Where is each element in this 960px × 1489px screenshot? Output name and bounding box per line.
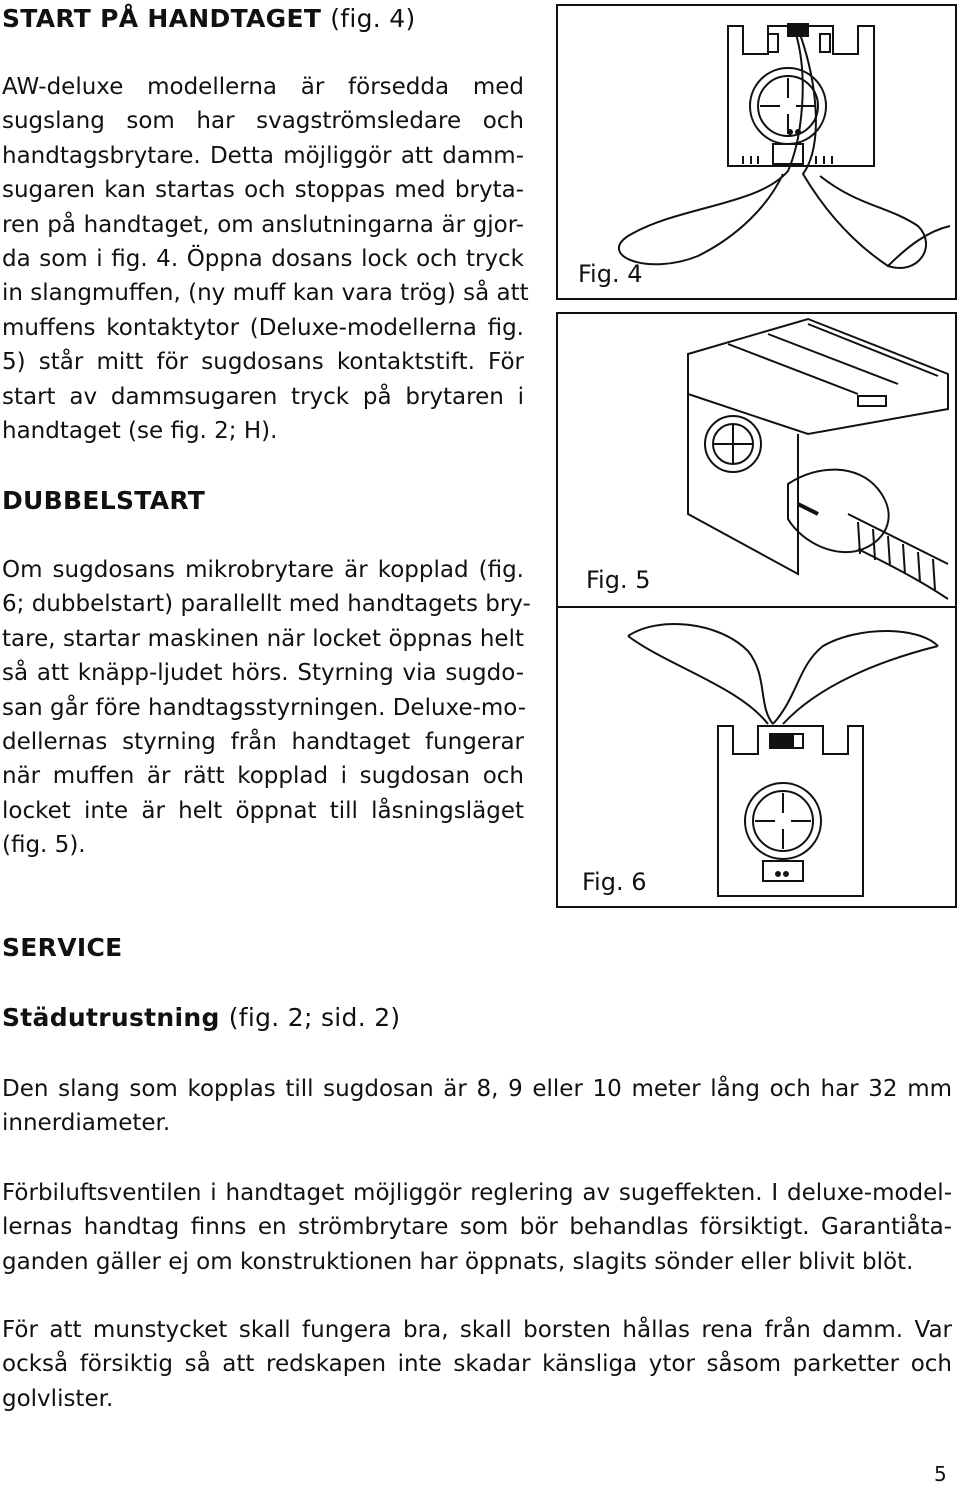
service-subtitle-ref: (fig. 2; sid. 2) — [228, 1003, 401, 1032]
body-line: (fig. 5). — [2, 832, 86, 859]
figure-5-label: Fig. 5 — [586, 566, 651, 594]
section-title-text: START PÅ HANDTAGET — [2, 4, 322, 33]
service-paragraph-2 — [2, 1176, 952, 1279]
microswitch-illustration — [558, 606, 955, 904]
body-line: ren på handtaget, om anslutningarna är gjor- — [2, 211, 524, 238]
figure-5-frame — [556, 312, 957, 608]
body-line: innerdiameter. — [2, 1110, 171, 1137]
figure-6-label: Fig. 6 — [582, 868, 647, 896]
body-line: Den slang som kopplas till sugdosan är 8, 9 eller 10 meter lång och har 32 mm — [2, 1076, 952, 1102]
hose-coupling-illustration — [558, 314, 955, 606]
section-title-ref: (fig. 4) — [330, 4, 416, 33]
section2-body — [2, 553, 531, 863]
body-line: golvlister. — [2, 1385, 114, 1412]
figure-6-frame — [556, 606, 957, 908]
body-line: handtaget (se fig. 2; H). — [2, 418, 278, 445]
service-paragraph-3 — [2, 1313, 952, 1416]
body-line: da som i fig. 4. Öppna dosans lock och tryck — [2, 246, 524, 273]
socket-wiring-illustration — [558, 6, 955, 298]
service-paragraph-1 — [2, 1072, 952, 1141]
body-line: Om sugdosans mikrobrytare är kopplad (fig. — [2, 557, 524, 583]
body-line: san går före handtagsstyrningen. Deluxe-mo- — [2, 694, 527, 721]
body-line: sugslang som har svagströmsledare och — [2, 108, 524, 135]
body-line: För att munstycket skall fungera bra, skall borsten hållas rena från damm. Var — [2, 1317, 952, 1343]
body-line: ganden gäller ej om konstruktionen har öppnats, slagits sönder eller blivit blöt. — [2, 1248, 914, 1275]
body-line: 5) står mitt för sugdosans kontaktstift. För — [2, 349, 524, 376]
body-line: också försiktig så att redskapen inte skadar känsliga ytor såsom parketter och — [2, 1351, 952, 1378]
figure-4-frame — [556, 4, 957, 300]
section-title-service: SERVICE — [2, 933, 123, 962]
body-line: locket inte är helt öppnat till låsningsläget — [2, 797, 524, 824]
section-title-dubbelstart: DUBBELSTART — [2, 486, 206, 515]
body-line: AW-deluxe modellerna är försedda med — [2, 74, 524, 100]
section1-body — [2, 70, 529, 448]
page-number: 5 — [934, 1462, 947, 1486]
body-line: handtagsbrytare. Detta möjliggör att damm- — [2, 142, 524, 169]
body-line: dellernas styrning från handtaget fungerar — [2, 729, 524, 756]
body-line: sugaren kan startas och stoppas med bryta- — [2, 177, 524, 204]
section-title-start — [2, 4, 416, 33]
service-subtitle — [2, 1003, 400, 1032]
body-line: lernas handtag finns en strömbrytare som bör behandlas försiktigt. Garantiåta- — [2, 1214, 952, 1241]
body-line: 6; dubbelstart) parallellt med handtagets bry- — [2, 591, 531, 618]
body-line: när muffen är rätt kopplad i sugdosan och — [2, 763, 524, 790]
service-subtitle-text: Städutrustning — [2, 1003, 220, 1032]
body-line: in slangmuffen, (ny muff kan vara trög) så att — [2, 280, 529, 307]
figure-4-label: Fig. 4 — [578, 260, 643, 288]
body-line: Förbiluftsventilen i handtaget möjliggör reglering av sugeffekten. I deluxe-model- — [2, 1180, 952, 1206]
body-line: muffens kontaktytor (Deluxe-modellerna fig. — [2, 314, 524, 341]
body-line: så att knäpp-ljudet hörs. Styrning via sugdo- — [2, 660, 524, 687]
body-line: start av dammsugaren tryck på brytaren i — [2, 383, 524, 410]
body-line: tare, startar maskinen när locket öppnas helt — [2, 625, 524, 652]
